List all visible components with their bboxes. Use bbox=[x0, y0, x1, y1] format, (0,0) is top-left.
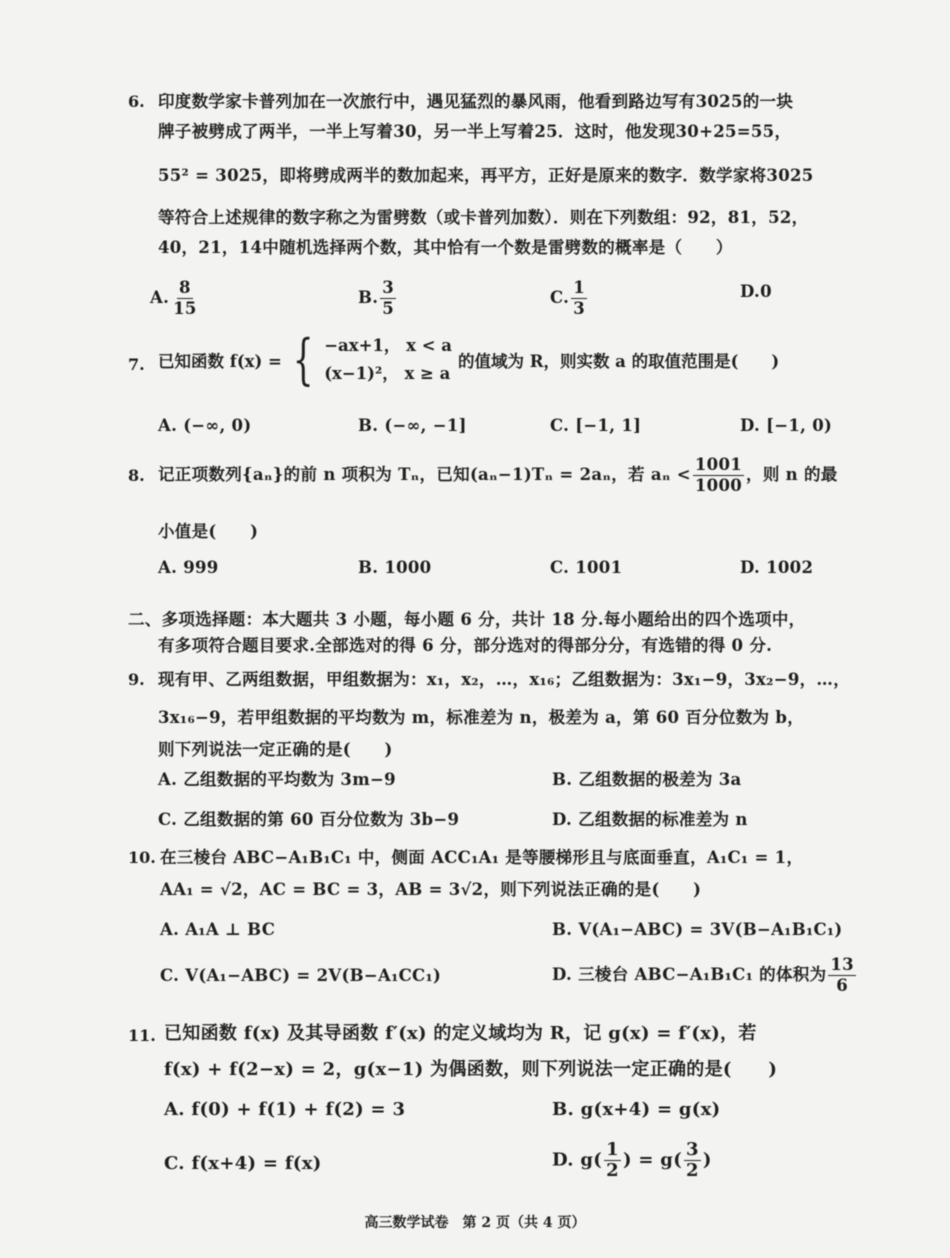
question-7-option-a: A. (−∞, 0) bbox=[158, 416, 252, 435]
question-6-line: 55² = 3025，即将劈成两半的数加起来，再平方，正好是原来的数字．数学家将3025 bbox=[158, 166, 814, 185]
question-7-option-b: B. (−∞, −1] bbox=[358, 416, 467, 435]
question-9-line: 则下列说法一定正确的是( ) bbox=[158, 740, 393, 759]
question-7-option-d: D. [−1, 0) bbox=[740, 416, 833, 435]
question-10-line: AA₁ = √2，AC = BC = 3，AB = 3√2，则下列说法正确的是( ) bbox=[160, 880, 702, 899]
question-8-option-c: C. 1001 bbox=[550, 558, 623, 577]
question-8-line: 小值是( ) bbox=[158, 522, 259, 541]
question-9-number: 9. bbox=[128, 670, 145, 689]
question-6-line: 印度数学家卡普列加在一次旅行中，遇见猛烈的暴风雨，他看到路边写有3025的一块 bbox=[158, 92, 794, 111]
question-6-line: 等符合上述规律的数字称之为雷劈数（或卡普列加数）．则在下列数组：92，81，52， bbox=[158, 208, 809, 227]
question-10-option-c: C. V(A₁−ABC) = 2V(B−A₁CC₁) bbox=[160, 966, 442, 985]
question-7-suffix: 的值域为 R，则实数 a 的取值范围是( ) bbox=[457, 352, 780, 371]
question-7-stem bbox=[158, 328, 780, 391]
question-8-option-d: D. 1002 bbox=[740, 558, 814, 577]
question-10-option-d: D. 三棱台 ABC−A₁B₁C₁ 的体积为 $\frac{13}{6}$ bbox=[552, 955, 854, 995]
question-10-option-b: B. V(A₁−ABC) = 3V(B−A₁B₁C₁) bbox=[552, 920, 843, 939]
question-7-option-c: C. [−1, 1] bbox=[550, 416, 642, 435]
question-11-line: 已知函数 f(x) 及其导函数 f′(x) 的定义域均为 R，记 g(x) = f′(x)，若 bbox=[164, 1023, 757, 1044]
question-6-number: 6. bbox=[128, 92, 145, 111]
function-definition: 已知函数 f(x) = bbox=[158, 352, 282, 371]
case-1: −ax+1， x < a bbox=[324, 336, 452, 355]
question-6-line: 40，21，14中随机选择两个数，其中恰有一个数是雷劈数的概率是（ ） bbox=[158, 238, 733, 257]
question-11-option-d: D. g( $\frac{1}{2}$ ) = g( $\frac{3}{2}$ ) bbox=[552, 1139, 712, 1181]
question-6-option-c: C. $\frac{1}{3}$ bbox=[550, 278, 585, 318]
question-8-option-b: B. 1000 bbox=[358, 558, 432, 577]
question-8-number: 8. bbox=[128, 466, 145, 485]
question-11-line: f(x) + f(2−x) = 2，g(x−1) 为偶函数，则下列说法一定正确的是( ) bbox=[164, 1059, 778, 1080]
question-10-line: 在三棱台 ABC−A₁B₁C₁ 中，侧面 ACC₁A₁ 是等腰梯形且与底面垂直，A₁C₁ = 1， bbox=[160, 848, 804, 867]
piecewise-cases bbox=[324, 332, 452, 388]
section-2-instructions: 有多项符合题目要求.全部选对的得 6 分，部分选对的得部分分，有选错的得 0 分. bbox=[158, 636, 773, 655]
question-7-number: 7. bbox=[128, 355, 145, 374]
question-6-option-a: A. $\frac{8}{15}$ bbox=[150, 278, 197, 318]
question-10-option-a: A. A₁A ⊥ BC bbox=[160, 920, 276, 939]
question-9-option-d: D. 乙组数据的标准差为 n bbox=[552, 810, 748, 829]
question-9-line: 3x₁₆−9，若甲组数据的平均数为 m，标准差为 n，极差为 a，第 60 百分位数为 b， bbox=[158, 708, 804, 727]
section-2-heading: 二、多项选择题：本大题共 3 小题，每小题 6 分，共计 18 分.每小题给出的四个选项中， bbox=[128, 610, 806, 629]
brace-icon: { bbox=[292, 328, 314, 391]
question-9-option-c: C. 乙组数据的第 60 百分位数为 3b−9 bbox=[158, 810, 460, 829]
question-9-option-a: A. 乙组数据的平均数为 3m−9 bbox=[158, 770, 396, 789]
question-11-option-a: A. f(0) + f(1) + f(2) = 3 bbox=[164, 1099, 406, 1120]
question-11-number: 11. bbox=[128, 1026, 156, 1045]
question-6-option-b: B. $\frac{3}{5}$ bbox=[358, 278, 395, 318]
question-10-number: 10. bbox=[128, 848, 156, 867]
case-2: (x−1)²， x ≥ a bbox=[324, 364, 451, 383]
question-11-option-c: C. f(x+4) = f(x) bbox=[164, 1153, 322, 1174]
question-6-line: 牌子被劈成了两半，一半上写着30，另一半上写着25．这时，他发现30+25=55， bbox=[158, 122, 792, 141]
question-9-option-b: B. 乙组数据的极差为 3a bbox=[552, 770, 742, 789]
question-8-line: 记正项数列{aₙ}的前 n 项积为 Tₙ，已知(aₙ−1)Tₙ = 2aₙ，若 aₙ < $\frac{1001}{1000}$ ，则 n 的最 bbox=[158, 455, 838, 495]
question-9-line: 现有甲、乙两组数据，甲组数据为：x₁，x₂，…，x₁₆；乙组数据为：3x₁−9，3x₂−9，…， bbox=[158, 670, 851, 689]
question-6-option-d: D.0 bbox=[740, 282, 772, 301]
page-footer: 高三数学试卷 第 2 页（共 4 页） bbox=[364, 1215, 586, 1231]
question-8-option-a: A. 999 bbox=[158, 558, 219, 577]
question-11-option-b: B. g(x+4) = g(x) bbox=[552, 1099, 721, 1120]
